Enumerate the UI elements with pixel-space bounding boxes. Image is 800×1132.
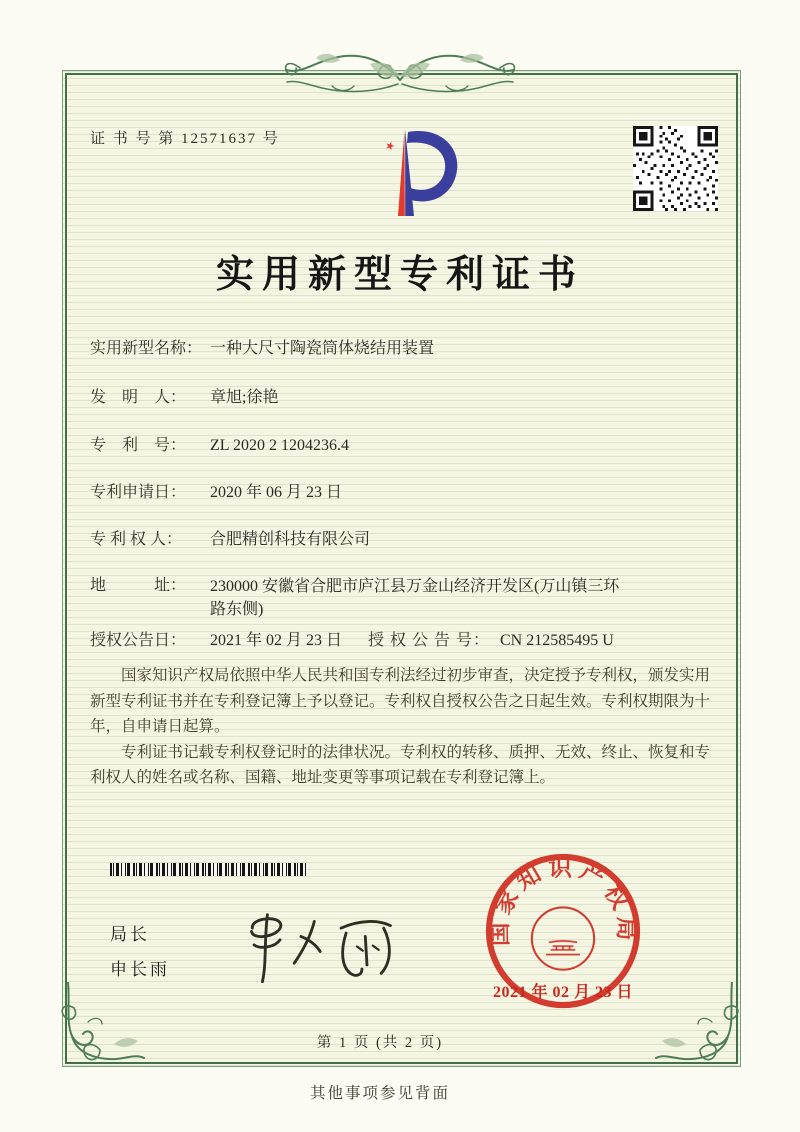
field-grant-number [368, 630, 614, 652]
director-title: 局长 [110, 925, 150, 944]
field-value: ZL 2020 2 1204236.4 [210, 437, 349, 454]
field-address [90, 575, 650, 621]
qr-code-icon [633, 126, 718, 211]
seal-date: 2021 年 02 月 23 日 [492, 984, 633, 1001]
field-inventor [90, 387, 650, 409]
field-label: 授 权 公 告 号： [368, 632, 491, 649]
svg-text:国家知识产权局 [486, 854, 640, 946]
legal-paragraphs [90, 663, 714, 791]
field-label: 专 利 号： [90, 437, 187, 454]
field-value: 2020 年 06 月 23 日 [210, 484, 343, 501]
field-label: 专利申请日： [90, 484, 187, 501]
legal-paragraph-1: 国家知识产权局依照中华人民共和国专利法经过初步审查，决定授予专利权，颁发实用新型专利证书并在专利登记簿上予以登记。专利权自授权公告之日起生效。专利权期限为十年，自申请日起算。 [90, 667, 711, 735]
director-name: 申长雨 [110, 960, 170, 979]
legal-paragraph-2: 专利证书记载专利权登记时的法律状况。专利权的转移、质押、无效、终止、恢复和专利权人的姓名或名称、国籍、地址变更等事项记载在专利登记簿上。 [90, 743, 711, 786]
director-signature-icon [226, 898, 426, 990]
seal-text: 国家知识产权局 [487, 855, 639, 947]
field-patent-number [90, 435, 650, 457]
field-value: 章旭;徐艳 [210, 389, 279, 406]
field-utility-model-name [90, 338, 650, 360]
cnipa-logo-icon [338, 118, 474, 220]
field-value: 一种大尺寸陶瓷筒体烧结用装置 [210, 340, 435, 357]
certificate-number: 证 书 号 第 12571637 号 [90, 131, 280, 147]
back-note: 其他事项参见背面 [309, 1085, 450, 1102]
barcode-icon [110, 863, 307, 876]
field-value: 230000 安徽省合肥市庐江县万金山经济开发区(万山镇三环路东侧) [210, 578, 620, 618]
field-label: 实用新型名称： [90, 340, 203, 357]
field-grant-row [90, 630, 650, 652]
field-label: 地 址： [90, 577, 187, 594]
certificate-title: 实用新型专利证书 [215, 254, 584, 296]
page-number: 第 1 页 (共 2 页) [316, 1035, 444, 1051]
field-value: CN 212585495 U [500, 632, 614, 649]
bottom-left-flourish-icon [58, 982, 146, 1068]
field-grant-date [90, 630, 368, 652]
field-value: 合肥精创科技有限公司 [210, 531, 371, 548]
field-label: 专 利 权 人： [90, 531, 183, 548]
field-patentee [90, 529, 650, 551]
top-center-flourish-icon [283, 46, 517, 104]
field-label: 发 明 人： [90, 389, 187, 406]
field-value: 2021 年 02 月 23 日 [210, 632, 343, 649]
certificate-fields [90, 338, 650, 652]
field-label: 授权公告日： [90, 632, 187, 649]
field-filing-date [90, 482, 650, 504]
bottom-right-flourish-icon [654, 982, 742, 1068]
